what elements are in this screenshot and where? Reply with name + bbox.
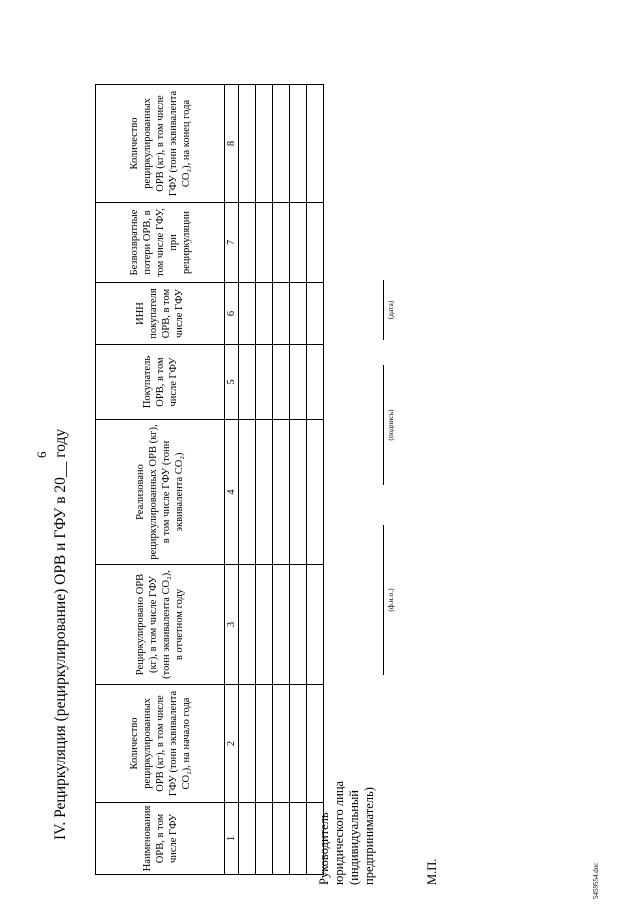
document-id: 5459554.doc xyxy=(592,862,600,899)
date-caption: (дата) xyxy=(386,300,395,320)
table-cell[interactable] xyxy=(307,283,324,345)
table-cell[interactable] xyxy=(256,283,273,345)
header-cell-7: Безвозвратные потери ОРВ, в том числе ГФУ, при рециркуляции xyxy=(96,203,225,283)
table-cell[interactable] xyxy=(273,803,290,875)
header-cell-8: Количество рециркулированных ОРВ (кг), в том числе ГФУ (тонн эквивалента CO₂), на конец года xyxy=(96,85,225,203)
recycling-table xyxy=(95,84,324,875)
table-cell[interactable] xyxy=(307,85,324,203)
page-number: 6 xyxy=(34,451,49,458)
table-cell[interactable] xyxy=(273,345,290,420)
signature-line[interactable] xyxy=(383,365,384,485)
signature-head-line: юридического лица xyxy=(332,780,346,885)
header-cell-5: Покупатель ОРВ, в том числе ГФУ xyxy=(96,345,225,420)
table-cell[interactable] xyxy=(273,203,290,283)
table-cell[interactable] xyxy=(273,85,290,203)
table-row xyxy=(273,85,290,875)
table-row xyxy=(256,85,273,875)
table-cell[interactable] xyxy=(256,85,273,203)
table-row xyxy=(239,85,256,875)
table-cell[interactable] xyxy=(239,203,256,283)
table-cell[interactable] xyxy=(290,565,307,685)
table-cell[interactable] xyxy=(290,85,307,203)
column-number: 6 xyxy=(225,283,239,345)
column-number: 4 xyxy=(225,420,239,565)
table-cell[interactable] xyxy=(239,803,256,875)
table-cell[interactable] xyxy=(290,345,307,420)
section-title xyxy=(52,20,70,840)
table-cell[interactable] xyxy=(239,420,256,565)
column-number: 2 xyxy=(225,685,239,803)
table-cell[interactable] xyxy=(290,685,307,803)
name-line[interactable] xyxy=(383,525,384,675)
signature-head-line: предприниматель) xyxy=(362,787,376,885)
date-line[interactable] xyxy=(383,280,384,340)
table-cell[interactable] xyxy=(307,345,324,420)
table-cell[interactable] xyxy=(256,420,273,565)
header-cell-4: Реализовано рециркулированных ОРВ (кг), в том числе ГФУ (тонн эквивалента CO₂) xyxy=(96,420,225,565)
table-cell[interactable] xyxy=(239,565,256,685)
table-cell[interactable] xyxy=(273,565,290,685)
table-cell[interactable] xyxy=(256,203,273,283)
table-cell[interactable] xyxy=(239,685,256,803)
section-title-text: IV. Рециркуляция (рециркулирование) ОРВ и ГФУ в 20__ году xyxy=(52,428,69,840)
signature-caption: (подпись) xyxy=(386,409,395,441)
table-cell[interactable] xyxy=(239,345,256,420)
signature-head-label xyxy=(317,745,377,885)
column-number: 7 xyxy=(225,203,239,283)
column-number-row xyxy=(225,85,239,875)
column-number: 8 xyxy=(225,85,239,203)
signature-head-line: (индивидуальный xyxy=(347,789,361,885)
table-cell[interactable] xyxy=(307,420,324,565)
table-cell[interactable] xyxy=(273,283,290,345)
header-cell-1: Наименования ОРВ, в том числе ГФУ xyxy=(96,803,225,875)
table-cell[interactable] xyxy=(273,685,290,803)
name-caption: (ф.и.о.) xyxy=(386,588,395,612)
table-cell[interactable] xyxy=(256,345,273,420)
table-cell[interactable] xyxy=(290,803,307,875)
column-number: 3 xyxy=(225,565,239,685)
table-cell[interactable] xyxy=(256,685,273,803)
table-cell[interactable] xyxy=(273,420,290,565)
signature-head-line: Руководитель xyxy=(317,812,331,885)
table-cell[interactable] xyxy=(239,283,256,345)
table-header-row xyxy=(96,85,225,875)
column-number: 1 xyxy=(225,803,239,875)
stamp-placeholder: М.П. xyxy=(425,858,439,885)
header-cell-3: Рециркулировано ОРВ (кг), в том числе ГФУ (тонн эквивалента CO₂), в отчетном году xyxy=(96,565,225,685)
header-cell-2: Количество рециркулированных ОРВ (кг), в том числе ГФУ (тонн эквивалента CO₂), на начало года xyxy=(96,685,225,803)
header-cell-6: ИНН покупателя ОРВ, в том числе ГФУ xyxy=(96,283,225,345)
table-cell[interactable] xyxy=(290,420,307,565)
table-cell[interactable] xyxy=(307,203,324,283)
table-cell[interactable] xyxy=(290,203,307,283)
column-number: 5 xyxy=(225,345,239,420)
table-cell[interactable] xyxy=(290,283,307,345)
table-cell[interactable] xyxy=(256,565,273,685)
table-cell[interactable] xyxy=(307,565,324,685)
table-row xyxy=(290,85,307,875)
table-cell[interactable] xyxy=(256,803,273,875)
table-cell[interactable] xyxy=(239,85,256,203)
